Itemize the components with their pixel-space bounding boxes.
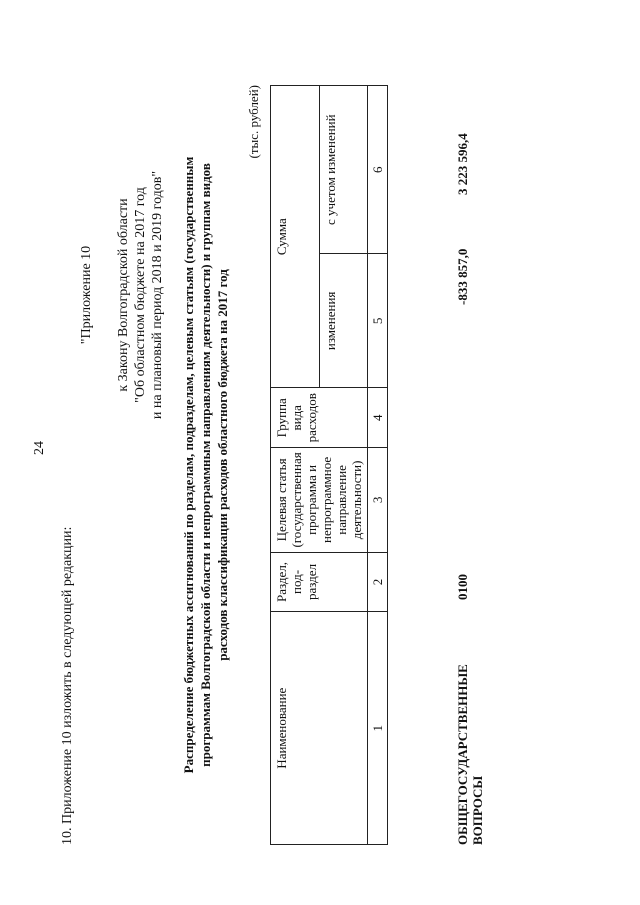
header-with-changes: с учетом изменений	[319, 86, 368, 254]
header-target: Целевая статья (государственная программа и непрограммное направление деятельности)	[271, 448, 368, 552]
header-sum: Сумма	[271, 86, 320, 388]
row-with-changes: 3 223 596,4	[455, 133, 470, 195]
row-changes: -833 857,0	[455, 248, 470, 305]
column-number: 6	[368, 86, 388, 254]
row-name: ОБЩЕГОСУДАРСТВЕННЫЕ ВОПРОСЫ	[455, 664, 485, 845]
row-section: 0100	[455, 574, 470, 600]
heading-line-2: программам Волгоградской области и непрограммным направлениям деятельности) и группам видов	[198, 163, 213, 767]
appendix-line-3: и на плановый период 2018 и 2019 годов"	[150, 170, 165, 420]
column-number: 4	[368, 388, 388, 448]
appendix-line-2: "Об областном бюджете на 2017 год	[133, 187, 148, 403]
page-number: 24	[32, 441, 47, 455]
appendix-title: "Приложение 10	[79, 245, 94, 345]
header-section: Раздел, под-раздел	[271, 552, 368, 612]
column-number: 3	[368, 448, 388, 552]
column-number: 2	[368, 552, 388, 612]
heading-line-1: Распределение бюджетных ассигнований по разделам, подразделам, целевым статьям (государственным	[181, 156, 196, 774]
unit-note: (тыс. рублей)	[246, 85, 261, 159]
header-group: Группа вида расходов	[271, 388, 368, 448]
intro-text: 10. Приложение 10 изложить в следующей редакции:	[60, 526, 75, 845]
appendix-line-1: к Закону Волгоградской области	[116, 198, 131, 392]
appendix-block	[78, 85, 166, 505]
page-number-holder	[0, 441, 640, 475]
column-number: 5	[368, 254, 388, 388]
header-changes: изменения	[319, 254, 368, 388]
column-number: 1	[368, 612, 388, 845]
header-name: Наименование	[271, 612, 368, 845]
heading-line-3: расходов классификации расходов областного бюджета на 2017 год	[215, 269, 230, 661]
appendix-gap	[95, 85, 115, 505]
